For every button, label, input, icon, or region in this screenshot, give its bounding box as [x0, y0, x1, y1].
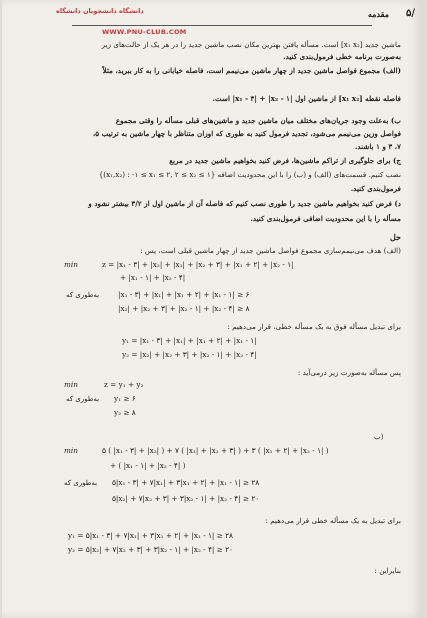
constraint: |x₁ - ۳| + |x₁| + |x₁ + ۲| + |x₁ - ۱| ≥ ۶ [118, 290, 250, 299]
problem-line: به‌صورت برنامه خطی فرمول‌بندی کنید. [283, 52, 401, 61]
watermark-url: WWW.PNU-CLUB.COM [102, 28, 187, 36]
such-that-label: به‌طوری که [66, 395, 100, 403]
header-rule [72, 25, 372, 26]
definition: y₁ = |x₁ - ۳| + |x₁| + |x₁ + ۲| + |x₁ - ۱| [122, 336, 257, 345]
problem-line: د) فرض کنید بخواهیم ماشین جدید را طوری نصب کنیم که فاصله آن از ماشین اول از ۳/۲ بیشتر نشود و [88, 199, 401, 208]
page-header [2, 0, 423, 30]
problem-line: ماشین جدید [x₁ x₂] است. مسأله یافتن بهترین مکان نصب ماشین جدید را در هر یک از حالت‌های زیر [101, 40, 401, 49]
objective-line: z = |x₁ - ۳| + |x₂| + |x₁| + |x₂ + ۳| + |x₁ + ۲| + |x₂ - ۱| [102, 260, 294, 269]
constraint: ۵|x₂| + ۷|x₂ + ۳| + ۳|x₂ - ۱| + |x₂ - ۴| ≥ ۲۰ [112, 494, 260, 503]
constraint: y₁ ≥ ۶ [114, 394, 136, 403]
transform-note: برای تبدیل به یک مسأله خطی قرار می‌دهیم : [265, 516, 401, 525]
problem-line: (الف) مجموع فواصل ماشین جدید از چهار ماشین می‌نیمم است، فاصله خیابانی را به کار ببرید، مثلاً [102, 66, 401, 75]
definition: y₂ = ۵|x₂| + ۷|x₂ + ۳| + ۳|x₂ - ۱| + |x₂ - ۴| ≥ ۲۰ [68, 545, 233, 554]
min-label: min [64, 380, 78, 389]
problem-line: ۷، ۳ و ۱ باشند. [354, 142, 401, 151]
problem-line: {(x₁,x₂) : -۱ ≤ x₁ ≤ ۲, ۲ ≤ x₂ ≤ ۱} نصب کنیم. قسمت‌های (الف) و (ب) را با این محدودیت اضافه [98, 170, 401, 179]
result-note: پس مسأله به‌صورت زیر درمی‌آید : [297, 368, 401, 377]
problem-line: فرمول‌بندی کنید. [350, 184, 401, 193]
constraint: |x₂| + |x₂ + ۳| + |x₂ - ۱| + |x₂ - ۴| ≥ ۸ [118, 304, 250, 313]
objective-line: + ( |x₁ - ۱| + |x₂ - ۴| ) [110, 461, 186, 470]
min-label: min [64, 260, 78, 269]
such-that-label: به‌طوری که [64, 479, 98, 487]
constraint: ۵|x₁ - ۳| + ۷|x₁| + ۳|x₁ + ۲| + |x₁ - ۱| ≥ ۲۸ [112, 478, 260, 487]
definition: y₁ = ۵|x₁ - ۳| + ۷|x₁| + ۳|x₁ + ۲| + |x₁ - ۱| ≥ ۲۸ [68, 531, 233, 540]
objective-line: + |x₁ - ۱| + |x₂ - ۴| [120, 273, 186, 282]
objective-line: z = y₁ + y₂ [104, 380, 144, 389]
page-number: ۵/ [405, 8, 415, 19]
part-a-intro: (الف) هدف می‌نیمم‌سازی مجموع فواصل ماشین جدید از چهار ماشین قبلی است، پس : [140, 246, 401, 255]
problem-line: فواصل وزین می‌نیمم می‌شود، تجدید فرمول کنید به طوری که اوزان متناظر با چهار ماشین به ترتیب ۵، [92, 129, 401, 138]
problem-line: ب) به‌علت وجود جریان‌های مختلف میان ماشین جدید و ماشین‌های قبلی مسأله را وقتی مجموع [115, 116, 401, 125]
therefore-label: بنابراین : [374, 566, 401, 575]
problem-line: ج) برای جلوگیری از تراکم ماشین‌ها، فرض کنید بخواهیم ماشین جدید در مربع [169, 156, 401, 165]
solution-heading: حل [389, 232, 401, 242]
problem-line: فاصله نقطه [x₁ x₂] از ماشین اول |x₁ - ۳| + |x₂ - ۱| است. [212, 94, 401, 103]
objective-line: ۵ ( |x₁ - ۳| + |x₂| ) + ۷ ( |x₁| + |x₂ + ۳| ) + ۳ ( |x₁ + ۲| + |x₂ - ۱| ) [102, 446, 329, 455]
chapter-title: مقدمه [367, 9, 389, 19]
definition: y₂ = |x₂| + |x₂ + ۳| + |x₂ - ۱| + |x₂ - ۴| [122, 350, 257, 359]
watermark-text: دانشگاه دانشجویان دانشگاه [56, 7, 144, 15]
constraint: y₂ ≥ ۸ [114, 408, 136, 417]
transform-note: برای تبدیل مسأله فوق به یک مسأله خطی، قرار می‌دهیم : [227, 322, 401, 331]
such-that-label: به‌طوری که [66, 291, 100, 299]
problem-line: مسأله را با این محدودیت اضافی فرمول‌بندی کنید. [250, 214, 401, 223]
min-label: min [64, 446, 78, 455]
book-page [2, 0, 423, 618]
part-b-label: (ب [374, 433, 384, 441]
